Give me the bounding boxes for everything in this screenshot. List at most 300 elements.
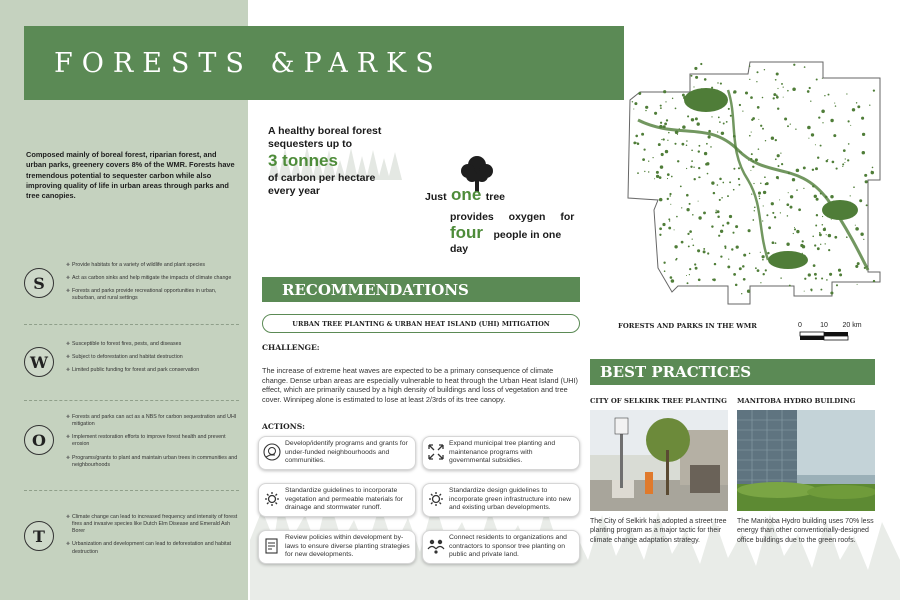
map-forest-patch: [713, 192, 715, 194]
list-item: ❖ Urbanization and development can lead to deforestation and habitat destruction: [66, 541, 241, 555]
map-forest-patch: [723, 123, 725, 125]
map-forest-patch: [717, 184, 719, 186]
map-forest-patch: [750, 170, 751, 171]
map-forest-patch: [686, 208, 689, 211]
map-forest-patch: [738, 178, 740, 180]
map-forest-patch: [706, 143, 708, 145]
map-forest-patch: [774, 216, 776, 218]
map-forest-patch: [760, 125, 762, 127]
map-forest-patch: [830, 119, 833, 122]
map-forest-patch: [873, 89, 875, 91]
map-forest-patch: [846, 93, 847, 94]
recommendations-subtitle: URBAN TREE PLANTING & URBAN HEAT ISLAND (UHI) MITIGATION: [262, 314, 580, 333]
map-forest-patch: [698, 176, 700, 178]
map-forest-patch: [762, 128, 764, 130]
map-forest-patch: [873, 280, 875, 282]
action-text: Standardize guidelines to incorporate vegetation and permeable materials for drainage and stormwater runoff.: [285, 487, 403, 512]
swot-opportunities-badge: O: [24, 425, 54, 455]
map-forest-patch: [694, 67, 697, 70]
map-forest-patch: [832, 161, 835, 164]
map-forest-patch: [808, 138, 809, 139]
action-card: [422, 483, 580, 517]
map-forest-patch: [719, 121, 721, 123]
map-forest-patch: [711, 116, 712, 117]
manitoba-hydro-photo: [737, 410, 875, 511]
map-forest-patch: [764, 69, 765, 70]
map-forest-patch: [857, 262, 860, 265]
action-card: [258, 530, 416, 564]
map-forest-patch: [688, 245, 690, 247]
stat-text: A healthy boreal forest: [268, 125, 382, 137]
map-forest-patch: [857, 284, 858, 285]
map-forest-patch: [633, 108, 634, 109]
recommendations-title: RECOMMENDATIONS: [282, 280, 469, 299]
map-forest-patch: [698, 145, 700, 147]
scale-label: 10: [820, 322, 828, 329]
action-text: Review policies within development by-laws to ensure diverse planting strategies for new developments.: [285, 534, 410, 559]
map-forest-patch: [848, 120, 850, 122]
map-forest-patch: [693, 86, 694, 87]
map-forest-patch: [865, 180, 868, 183]
map-forest-patch: [637, 172, 639, 174]
map-forest-patch: [682, 125, 686, 129]
map-forest-patch: [682, 94, 685, 97]
map-forest-patch: [721, 132, 724, 135]
map-forest-patch: [654, 178, 655, 179]
map-forest-patch: [752, 219, 754, 221]
map-forest-patch: [760, 252, 761, 253]
map-forest-patch: [742, 265, 745, 268]
map-forest-patch: [843, 149, 846, 152]
map-forest-patch: [675, 259, 677, 261]
map-forest-patch: [661, 139, 662, 140]
map-forest-patch: [803, 188, 804, 189]
map-forest-patch: [712, 279, 714, 281]
map-forest-patch: [658, 143, 661, 146]
map-forest-patch: [763, 273, 765, 275]
map-forest-patch: [756, 81, 757, 82]
map-forest-patch: [664, 123, 667, 126]
map-forest-patch: [816, 214, 818, 216]
map-forest-patch: [743, 254, 746, 257]
map-forest-patch: [667, 140, 668, 141]
map-forest-patch: [721, 197, 723, 199]
action-card: [422, 530, 580, 564]
map-forest-patch: [694, 178, 696, 180]
map-forest-patch: [825, 243, 826, 244]
list-item: ❖ Forests and parks provide recreational opportunities in urban, suburban, and rural settings: [66, 288, 241, 302]
hand-money-icon: [263, 443, 281, 461]
map-forest-patch: [703, 250, 706, 253]
map-forest-patch: [722, 224, 724, 226]
map-forest-patch: [857, 105, 860, 108]
map-forest-patch: [783, 97, 784, 98]
map-forest-patch: [691, 160, 693, 162]
map-forest-patch: [720, 255, 722, 257]
map-forest-patch: [676, 246, 677, 247]
action-text: Expand municipal tree planting and maintenance programs with governmental subsidies.: [449, 440, 556, 465]
stat-text: tree: [485, 191, 505, 203]
map-forest-patch: [648, 171, 649, 172]
list-item: ❖ Climate change can lead to increased frequency and intensity of forest fires and invasive species like Dutch Elm Disease and Emerald Ash Borer: [66, 514, 241, 535]
map-forest-patch: [641, 133, 644, 136]
map-forest-patch: [794, 227, 795, 228]
map-forest-patch: [704, 78, 707, 81]
map-forest-patch: [736, 245, 739, 248]
map-forest-patch: [775, 139, 777, 141]
map-forest-patch: [780, 152, 781, 153]
map-forest-patch: [820, 244, 821, 245]
map-forest-patch: [792, 87, 796, 91]
map-forest-patch: [778, 165, 780, 167]
map-forest-patch: [830, 291, 833, 294]
map-forest-patch: [772, 212, 774, 214]
challenge-label: CHALLENGE:: [262, 343, 320, 352]
map-forest-patch: [698, 201, 699, 202]
map-forest-patch: [665, 150, 668, 153]
map-forest-patch: [768, 226, 771, 229]
map-forest-patch: [735, 284, 738, 287]
map-forest-patch: [708, 135, 711, 138]
map-forest-patch: [698, 167, 700, 169]
map-forest-patch: [695, 267, 698, 270]
map-forest-patch: [788, 192, 789, 193]
map-forest-patch: [850, 125, 851, 126]
map-forest-patch: [869, 105, 870, 106]
map-forest-patch: [681, 241, 684, 244]
map-forest-patch: [787, 125, 789, 127]
stat-highlight: four: [450, 223, 484, 242]
map-forest-patch: [669, 193, 671, 195]
map-forest-patch: [748, 229, 751, 232]
map-forest-patch: [855, 225, 856, 226]
map-forest-patch: [703, 248, 705, 250]
map-forest-patch: [751, 193, 752, 194]
map-forest-patch: [659, 176, 662, 179]
map-forest-patch: [775, 242, 777, 244]
map-forest-patch: [660, 105, 662, 107]
map-forest-patch: [652, 157, 653, 158]
map-forest-patch: [856, 102, 857, 103]
map-forest-patch: [818, 116, 820, 118]
map-forest-patch: [695, 117, 698, 120]
map-forest-patch: [632, 101, 633, 102]
map-forest-patch: [808, 273, 811, 276]
map-forest-patch: [790, 195, 793, 198]
action-card: [258, 436, 416, 470]
map-forest-patch: [790, 206, 793, 209]
map-forest-patch: [804, 291, 805, 292]
map-forest-patch: [698, 216, 701, 219]
map-forest-patch: [781, 83, 783, 85]
list-item: ❖ Subject to deforestation and habitat destruction: [66, 354, 241, 361]
map-forest-patch: [820, 145, 822, 147]
map-forest-patch: [815, 277, 817, 279]
map-forest-patch: [689, 203, 691, 205]
gears-icon: [427, 490, 445, 508]
swot-divider: [24, 400, 239, 401]
map-forest-patch: [728, 258, 729, 259]
map-forest-patch: [787, 90, 789, 92]
best-practices-title: BEST PRACTICES: [600, 363, 752, 381]
map-forest-patch: [863, 239, 864, 240]
map-forest-patch: [738, 167, 740, 169]
action-text: Standardize design guidelines to incorporate green infrastructure into new and existing urban developments.: [449, 487, 572, 512]
map-forest-patch: [687, 233, 689, 235]
map-forest-patch: [780, 277, 781, 278]
map-forest-patch: [666, 119, 668, 121]
map-forest-patch: [855, 227, 859, 231]
map-forest-patch: [776, 176, 779, 179]
map-forest-patch: [706, 162, 709, 165]
map-forest-patch: [680, 185, 682, 187]
map-forest-patch: [654, 112, 657, 115]
scale-label: 20 km: [842, 322, 862, 329]
map-forest-patch: [830, 195, 833, 198]
map-forest-patch: [815, 144, 816, 145]
action-card: [422, 436, 580, 470]
map-forest-patch: [753, 183, 754, 184]
map-forest-patch: [697, 122, 700, 125]
map-forest-patch: [789, 285, 791, 287]
map-forest-patch: [824, 95, 825, 96]
map-forest-patch: [738, 184, 740, 186]
map-forest-patch: [810, 101, 811, 102]
map-forest-patch: [762, 220, 763, 221]
map-forest-patch: [765, 269, 767, 271]
map-forest-patch: [686, 168, 687, 169]
map-forest-patch: [871, 171, 874, 174]
map-forest-patch: [786, 243, 789, 246]
map-forest-patch: [833, 134, 836, 137]
stat-text: of carbon per hectare: [268, 171, 376, 184]
map-forest-patch: [726, 121, 728, 123]
map-forest-patch: [814, 244, 816, 246]
map-forest-patch: [795, 128, 796, 129]
map-forest-patch: [775, 158, 777, 160]
map-forest-patch: [814, 195, 817, 198]
map-forest-patch: [776, 94, 778, 96]
map-forest-patch: [765, 140, 766, 141]
map-forest-patch: [817, 157, 819, 159]
map-forest-patch: [745, 91, 748, 94]
map-forest-patch: [812, 169, 814, 171]
swot-weaknesses-badge: W: [24, 347, 54, 377]
map-forest-patch: [733, 273, 736, 276]
map-forest-patch: [718, 117, 720, 119]
map-forest-patch: [634, 102, 637, 105]
map-forest-patch: [636, 142, 637, 143]
map-forest-patch: [751, 119, 753, 121]
map-forest-patch: [828, 234, 831, 237]
map-forest-patch: [642, 158, 645, 161]
map-forest-patch: [690, 166, 692, 168]
map-forest-patch: [839, 273, 842, 276]
map-forest-patch: [812, 236, 814, 238]
actions-label: ACTIONS:: [262, 422, 305, 431]
list-item: ❖ Forests and parks can act as a NBS for carbon sequestration and UHI mitigation: [66, 414, 241, 428]
map-forest-patch: [784, 117, 787, 120]
map-forest-patch: [714, 263, 716, 265]
map-forest-patch: [771, 137, 774, 140]
map-forest-patch: [739, 104, 741, 106]
map-forest-patch: [643, 148, 645, 150]
map-forest-patch: [811, 133, 814, 136]
stat-highlight: 3 tonnes: [268, 151, 338, 171]
map-forest-patch: [672, 98, 673, 99]
recommendations-banner: [262, 277, 580, 302]
map-forest-patch: [834, 103, 835, 104]
stat-text: people in one: [493, 229, 562, 241]
map-forest-patch: [775, 79, 777, 81]
map-forest-patch: [822, 224, 824, 226]
map-forest-patch: [691, 149, 693, 151]
map-forest-patch: [664, 270, 666, 272]
map-forest-patch: [826, 160, 828, 162]
map-forest-patch: [674, 143, 676, 145]
map-forest-patch: [727, 222, 730, 225]
map-forest-patch: [763, 191, 766, 194]
challenge-text: The increase of extreme heat waves are expected to be a primary consequence of climate change. Dense urban areas are especially vulnerable to heat through the Urban Heat Island (UHI) effect, which are primarily caused by a high density of buildings and loss of vegetation and tree cover. Winnipeg alone is estimated to lose at least 2/3rds of its tree canopy.: [262, 366, 578, 404]
map-forest-patch: [660, 165, 663, 168]
map-forest-patch: [817, 247, 820, 250]
map-forest-patch: [694, 263, 696, 265]
map-forest-patch: [866, 204, 868, 206]
map-forest-patch: [662, 223, 665, 226]
map-forest-patch: [670, 276, 673, 279]
swot-weaknesses-list: [66, 341, 241, 380]
map-forest-patch: [675, 108, 677, 110]
map-forest-patch: [845, 158, 846, 159]
manitoba-hydro-description: The Manitoba Hydro building uses 70% less energy than other conventionally-designed office buildings due to the green roofs.: [737, 518, 874, 544]
map-forest-patch: [670, 204, 671, 205]
swot-threats-list: [66, 514, 241, 562]
map-forest-patch: [733, 168, 735, 170]
map-forest-patch: [659, 227, 662, 230]
list-item: ❖ Act as carbon sinks and help mitigate the impacts of climate change: [66, 275, 241, 282]
map-forest-patch: [835, 105, 836, 106]
map-forest-patch: [729, 181, 731, 183]
map-forest-patch: [762, 255, 765, 258]
map-forest-patch: [842, 166, 843, 167]
map-forest-patch: [728, 108, 730, 110]
map-forest-patch: [663, 90, 666, 93]
map-forest-patch: [862, 133, 865, 136]
map-forest-patch: [756, 71, 758, 73]
map-forest-patch: [819, 232, 821, 234]
map-forest-patch: [757, 106, 760, 109]
action-card: [258, 483, 416, 517]
map-forest-patch: [767, 252, 769, 254]
map-forest-patch: [793, 64, 795, 66]
action-text: Develop/identify programs and grants for under-funded neighbourhoods and communities.: [285, 440, 408, 465]
map-forest-patch: [747, 290, 750, 293]
map-forest-patch: [802, 240, 804, 242]
map-forest-patch: [677, 134, 678, 135]
map-forest-patch: [820, 289, 822, 291]
swot-divider: [24, 324, 239, 325]
stat-text: day: [450, 243, 469, 255]
map-forest-patch: [717, 82, 718, 83]
map-forest-patch: [686, 194, 689, 197]
map-forest-patch: [686, 144, 688, 146]
list-item: ❖ Susceptible to forest fires, pests, and diseases: [66, 341, 241, 348]
map-forest-patch: [656, 171, 659, 174]
map-forest-patch: [691, 75, 693, 77]
map-forest-patch: [697, 285, 698, 286]
map-forest-patch: [689, 274, 690, 275]
map-forest-patch: [704, 152, 707, 155]
map-forest-patch: [764, 176, 766, 178]
map-forest-patch: [813, 264, 816, 267]
map-label: FORESTS AND PARKS IN THE WMR: [618, 322, 757, 330]
map-forest-patch: [786, 203, 789, 206]
map-forest-patch: [660, 122, 662, 124]
map-forest-patch: [645, 106, 648, 109]
map-forest-patch: [689, 268, 691, 270]
map-forest-patch: [677, 160, 679, 162]
map-forest-patch: [836, 284, 838, 286]
map-forest-patch: [681, 143, 684, 146]
map-forest-patch: [663, 262, 665, 264]
map-forest-patch: [725, 247, 727, 249]
map-forest-patch: [777, 107, 779, 109]
map-forest-patch: [660, 107, 662, 109]
map-forest-patch: [644, 171, 645, 172]
map-forest-patch: [760, 183, 762, 185]
map-forest-patch: [668, 227, 671, 230]
map-forest-patch: [842, 163, 844, 165]
map-forest-patch: [718, 235, 720, 237]
map-forest-patch: [780, 212, 781, 213]
map-forest-patch: [758, 192, 761, 195]
map-forest-patch: [853, 186, 855, 188]
map-forest-patch: [796, 230, 799, 233]
map-forest-patch: [776, 72, 779, 75]
map-forest-patch: [758, 119, 759, 120]
map-forest-patch: [710, 146, 712, 148]
map-scale-bar: [790, 319, 885, 345]
map-forest-patch: [742, 111, 743, 112]
map-forest-patch: [661, 153, 664, 156]
map-forest-patch: [781, 163, 783, 165]
map-forest-patch: [703, 211, 706, 214]
map-forest-patch: [807, 90, 810, 93]
map-forest-patch: [698, 278, 701, 281]
map-forest-patch: [732, 232, 734, 234]
map-forest-patch: [777, 154, 780, 157]
map-forest-patch: [741, 293, 742, 294]
map-forest-patch: [724, 245, 726, 247]
map-forest-patch: [731, 248, 733, 250]
map-forest-patch: [803, 166, 806, 169]
map-forest-patch: [754, 210, 755, 211]
map-forest-patch: [850, 195, 851, 196]
map-forest-patch: [645, 110, 646, 111]
page-title: FORESTS &PARKS: [54, 47, 443, 79]
map-forest-patch: [810, 288, 812, 290]
best-practices-banner: [590, 359, 875, 385]
map-forest-patch: [698, 150, 700, 152]
map-forest-patch: [669, 220, 670, 221]
map-forest-patch: [717, 215, 720, 218]
map-forest-patch: [828, 94, 830, 96]
map-forest-patch: [671, 176, 673, 178]
map-forest-patch: [752, 166, 754, 168]
policy-document-icon: [263, 537, 281, 555]
action-text: Connect residents to organizations and contractors to sponsor tree planting on public and private land.: [449, 534, 567, 559]
map-forest-patch: [749, 135, 751, 137]
